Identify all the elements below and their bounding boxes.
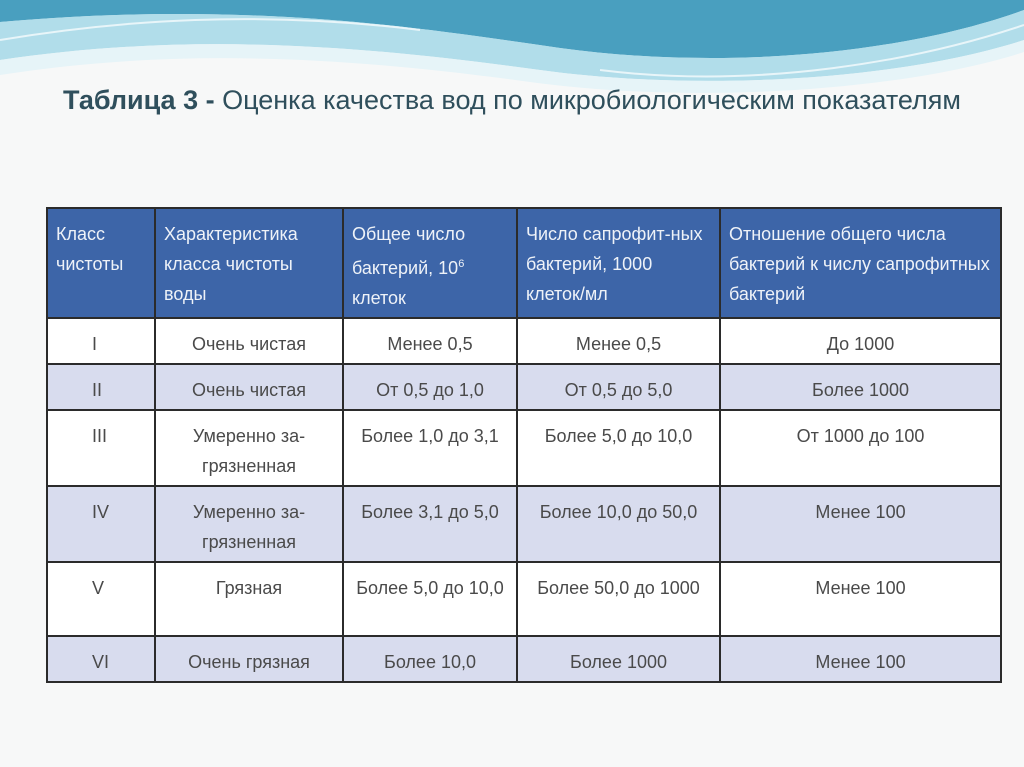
cell-class: II <box>47 364 155 410</box>
cell-total: Более 5,0 до 10,0 <box>343 562 517 636</box>
header-total-bacteria: Общее число бактерий, $10^6$ клеток <box>343 208 517 318</box>
cell-total: Более 1,0 до 3,1 <box>343 410 517 486</box>
water-quality-table <box>46 207 1002 683</box>
cell-total: Более 10,0 <box>343 636 517 682</box>
table-row <box>47 364 1001 410</box>
cell-class: IV <box>47 486 155 562</box>
cell-ratio: Менее 100 <box>720 562 1001 636</box>
cell-total: От 0,5 до 1,0 <box>343 364 517 410</box>
header-characteristic: Характеристика класса чистоты воды <box>155 208 343 318</box>
cell-class: III <box>47 410 155 486</box>
cell-saprophytic: Более 10,0 до 50,0 <box>517 486 720 562</box>
header-saprophytic: Число сапрофит-ных бактерий, 1000 клеток/мл <box>517 208 720 318</box>
cell-saprophytic: От 0,5 до 5,0 <box>517 364 720 410</box>
header-ratio: Отношение общего числа бактерий к числу сапрофитных бактерий <box>720 208 1001 318</box>
cell-ratio: От 1000 до 100 <box>720 410 1001 486</box>
cell-characteristic: Умеренно за-грязненная <box>155 486 343 562</box>
cell-ratio: Более 1000 <box>720 364 1001 410</box>
table-row <box>47 486 1001 562</box>
cell-saprophytic: Более 1000 <box>517 636 720 682</box>
cell-saprophytic: Более 5,0 до 10,0 <box>517 410 720 486</box>
cell-saprophytic: Менее 0,5 <box>517 318 720 364</box>
table-row <box>47 562 1001 636</box>
cell-class: I <box>47 318 155 364</box>
cell-ratio: До 1000 <box>720 318 1001 364</box>
cell-characteristic: Умеренно за-грязненная <box>155 410 343 486</box>
cell-characteristic: Очень грязная <box>155 636 343 682</box>
cell-ratio: Менее 100 <box>720 486 1001 562</box>
cell-characteristic: Очень чистая <box>155 318 343 364</box>
cell-ratio: Менее 100 <box>720 636 1001 682</box>
cell-total: Более 3,1 до 5,0 <box>343 486 517 562</box>
cell-class: V <box>47 562 155 636</box>
title-text: Оценка качества вод по микробиологическим показателям <box>214 85 961 115</box>
cell-saprophytic: Более 50,0 до 1000 <box>517 562 720 636</box>
table-row <box>47 318 1001 364</box>
header-class: Класс чистоты <box>47 208 155 318</box>
title-prefix: Таблица 3 - <box>63 85 215 115</box>
cell-characteristic: Очень чистая <box>155 364 343 410</box>
cell-characteristic: Грязная <box>155 562 343 636</box>
table-row <box>47 636 1001 682</box>
cell-total: Менее 0,5 <box>343 318 517 364</box>
table-header-row <box>47 208 1001 318</box>
page-title <box>0 80 1024 120</box>
cell-class: VI <box>47 636 155 682</box>
table-row <box>47 410 1001 486</box>
